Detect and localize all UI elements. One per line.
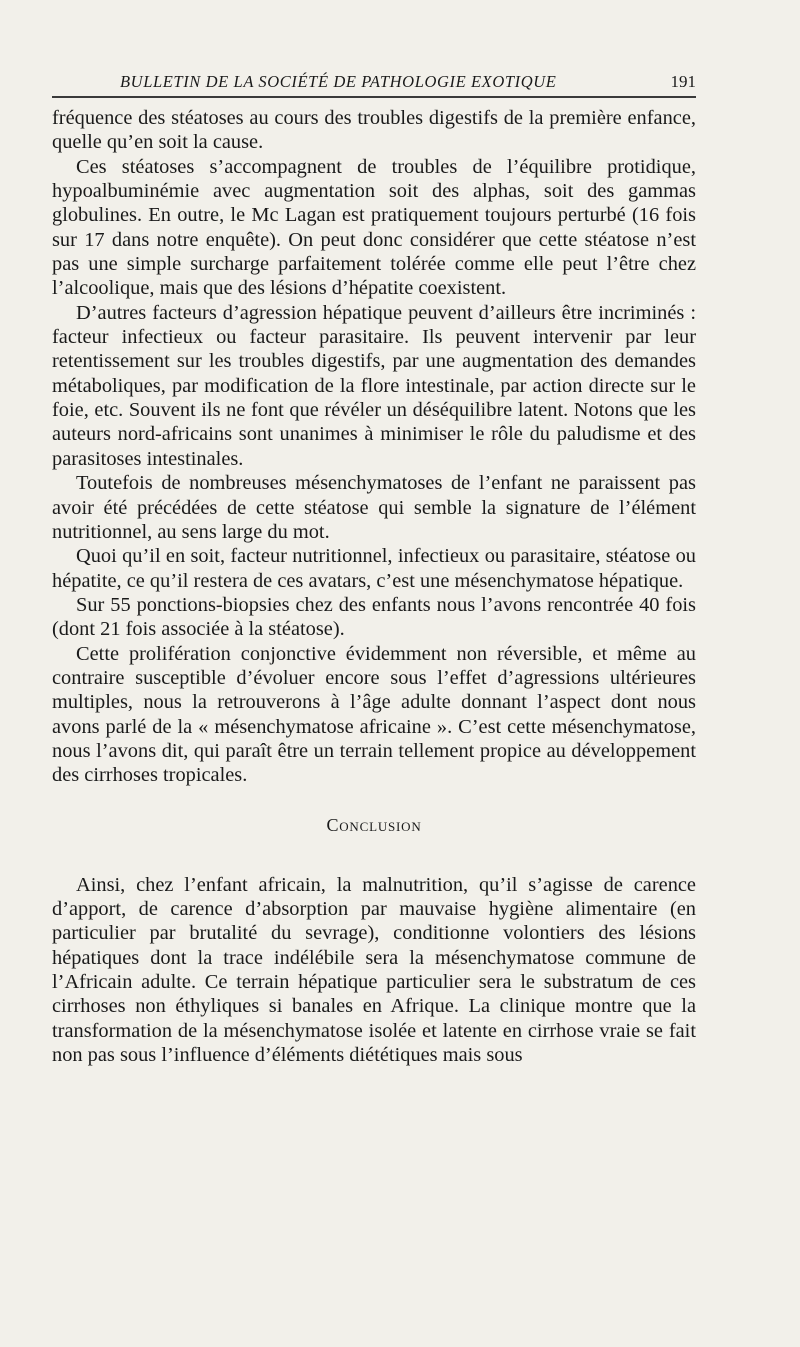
journal-page — [52, 68, 696, 1328]
body-paragraph: Ces stéatoses s’accompagnent de troubles de l’équilibre protidique, hypoalbuminémie avec augmentation soit des alphas, soit des gammas globulines. En outre, le Mc Lagan est pratiquement toujours perturbé (16 fois sur 17 dans notre enquête). On peut donc considérer que cette stéatose n’est pas une simple surcharge parfaitement tolérée comme elle peut l’être chez l’alcoolique, mais que des lésions d’hépatite coexistent. — [52, 155, 696, 300]
running-title: BULLETIN DE LA SOCIÉTÉ DE PATHOLOGIE EXOTIQUE — [120, 72, 557, 91]
page-number: 191 — [670, 72, 696, 91]
body-paragraph: Cette prolifération conjonctive évidemment non réversible, et même au contraire susceptible d’évoluer encore sous l’effet d’agressions ultérieures multiples, nous la retrouverons à l’âge adulte donnant l’aspect dont nous avons parlé de la « mésenchymatose africaine ». C’est cette mésenchymatose, nous l’avons dit, qui paraît être un terrain tellement propice au développement des cirrhoses tropicales. — [52, 642, 696, 787]
body-paragraph: Sur 55 ponctions-biopsies chez des enfants nous l’avons rencontrée 40 fois (dont 21 fois associée à la stéatose). — [52, 593, 696, 641]
article-body — [52, 106, 696, 1067]
body-paragraph: D’autres facteurs d’agression hépatique peuvent d’ailleurs être incriminés : facteur infectieux ou facteur parasitaire. Ils peuvent intervenir par leur retentissement sur les troubles digestifs, par une augmentation des demandes métaboliques, par modification de la flore intestinale, par action directe sur le foie, etc. Souvent ils ne font que révéler un déséquilibre latent. Notons que les auteurs nord-africains sont unanimes à minimiser le rôle du paludisme et des parasitoses intestinales. — [52, 301, 696, 470]
running-head — [52, 68, 696, 98]
conclusion-paragraph: Ainsi, chez l’enfant africain, la malnutrition, qu’il s’agisse de carence d’apport, de carence d’absorption par mauvaise hygiène alimentaire (en particulier par brutalité du sevrage), conditionne volontiers des lésions hépatiques dont la trace indélébile sera la mésenchymatose commune de l’Africain adulte. Ce terrain hépatique particulier sera le substratum de ces cirrhoses non éthyliques si banales en Afrique. La clinique montre que la transformation de la mésenchymatose isolée et latente en cirrhose vraie se fait non pas sous l’influence d’éléments diététiques mais sous — [52, 873, 696, 1067]
conclusion-heading: Conclusion — [326, 814, 422, 835]
body-paragraph: Toutefois de nombreuses mésenchymatoses de l’enfant ne paraissent pas avoir été précédées de cette stéatose qui semble la signature de l’élément nutritionnel, au sens large du mot. — [52, 472, 696, 543]
body-paragraph: Quoi qu’il en soit, facteur nutritionnel, infectieux ou parasitaire, stéatose ou hépatite, ce qu’il restera de ces avatars, c’est une mésenchymatose hépatique. — [52, 545, 696, 592]
body-paragraph: fréquence des stéatoses au cours des troubles digestifs de la première enfance, quelle qu’en soit la cause. — [52, 107, 696, 154]
